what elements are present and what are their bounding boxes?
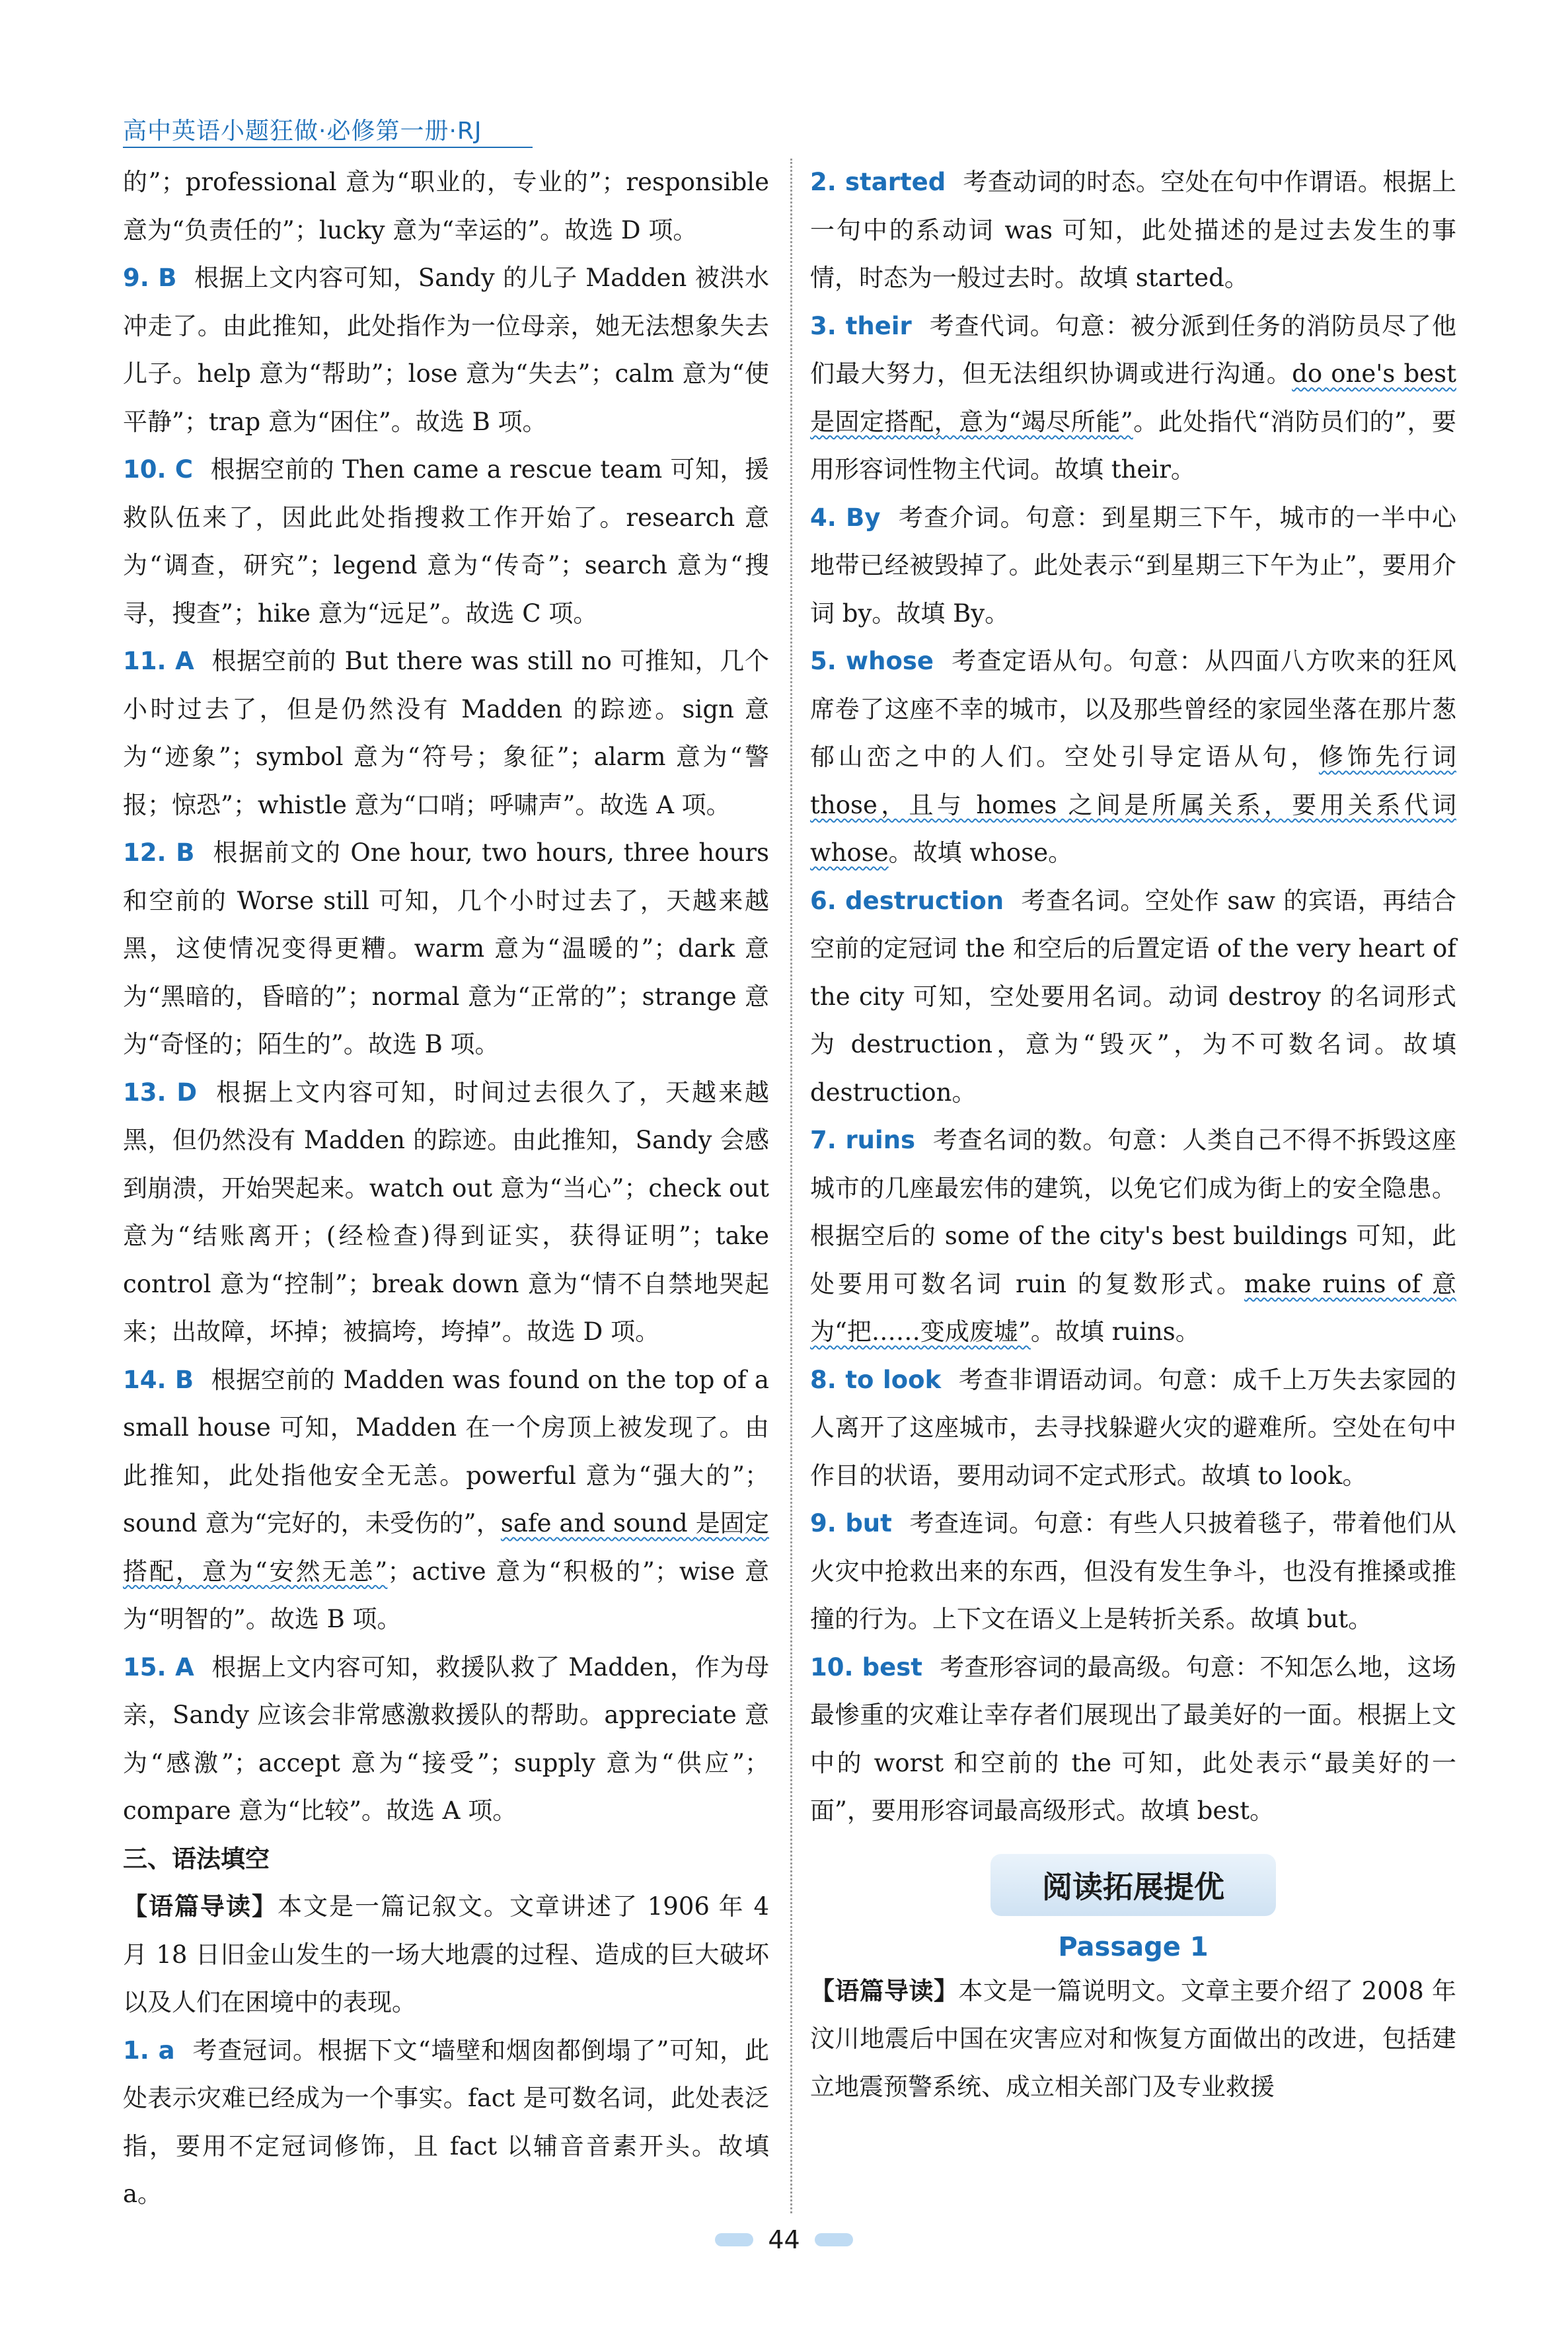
answer-item [123,1356,769,1644]
passage-guide [123,1883,769,2027]
answer-item [810,1500,1456,1644]
answer-item [123,2027,769,2219]
page-footer [0,2225,1568,2254]
section-heading: 三、语法填空 [123,1844,270,1873]
answer-number: 11. A [123,647,194,675]
decorative-bar [815,2233,853,2246]
page-number-pill [715,2225,852,2254]
passage-title: Passage 1 [1058,1931,1209,1962]
answer-item [123,638,769,829]
answer-text-tail: 。故填 whose。 [888,838,1073,867]
answer-text: 考查连词。句意：有些人只披着毯子，带着他们从火灾中抢救出来的东西，但没有发生争斗，也没有推搡或推撞的行为。上下文在语义上是转折关系。故填 but。 [810,1509,1456,1633]
answer-text: 考查定语从句。句意：从四面八方吹来的狂风席卷了这座不幸的城市，以及那些曾经的家园坐落在那片葱郁山峦之中的人们。空处引导定语从句， [810,647,1456,771]
key-phrase-underline: safe and sound 是固定搭配，意为“安然无恙” [123,1509,769,1586]
answer-item [123,1069,769,1356]
answer-number: 13. D [123,1078,198,1107]
answer-item [123,1644,769,1835]
passage-guide [810,1968,1456,2112]
answer-text: 根据前文的 One hour, two hours, three hours 和空前的 Worse still 可知，几个小时过去了，天越来越黑，这使情况变得更糟。warm 意为“温暖的”；dark 意为“黑暗的，昏暗的”；normal 意为“正常的”；strange 意为“奇怪的；陌生的”。故选 B 项。 [123,838,769,1058]
left-column [123,159,769,2219]
answer-text: 根据空前的 But there was still no 可推知，几个小时过去了，但是仍然没有 Madden 的踪迹。sign 意为“迹象”；symbol 意为“符号；象征”；alarm 意为“警报；惊恐”；whistle 意为“口哨；呼啸声”。故选 A 项。 [123,647,769,819]
answer-item [810,1117,1456,1356]
answer-text: 根据上文内容可知，时间过去很久了，天越来越黑，但仍然没有 Madden 的踪迹。由此推知，Sandy 会感到崩溃，开始哭起来。watch out 意为“当心”；check out 意为“结账离开；(经检查)得到证实，获得证明”；take control 意为“控制”；break down 意为“情不自禁地哭起来；出故障，坏掉；被搞垮，垮掉”。故选 D 项。 [123,1078,770,1346]
answer-text: 根据空前的 Then came a rescue team 可知，援救队伍来了，因此此处指搜救工作开始了。research 意为“调查，研究”；legend 意为“传奇”；search 意为“搜寻，搜查”；hike 意为“远足”。故选 C 项。 [123,455,769,628]
key-phrase-underline: do one's best 是固定搭配，意为“竭尽所能” [810,359,1456,436]
right-column [810,159,1456,2111]
answer-item [810,877,1456,1117]
book-title: 高中英语小题狂做·必修第一册·RJ [123,118,482,145]
guide-text: 本文是一篇记叙文。文章讲述了 1906 年 4 月 18 日旧金山发生的一场大地震的过程、造成的巨大破坏以及人们在困境中的表现。 [123,1892,769,2016]
answer-number: 15. A [123,1652,194,1681]
answer-text-tail: ；active 意为“积极的”；wise 意为“明智的”。故选 B 项。 [123,1557,769,1633]
answer-item [810,1356,1456,1500]
answer-text-tail: 。此处指代“消防员们的”，要用形容词性物主代词。故填 their。 [810,407,1456,484]
answer-text: 考查名词的数。句意：人类自己不得不拆毁这座城市的几座最宏伟的建筑，以免它们成为街上的安全隐患。根据空后的 some of the city's best buildings 可知，此处要用可数名词 ruin 的复数形式。 [810,1126,1456,1298]
answer-number: 1. a [123,2036,175,2065]
answer-number: 3. their [810,311,912,340]
answer-text: 根据上文内容可知，Sandy 的儿子 Madden 被洪水冲走了。由此推知，此处指作为一位母亲，她无法想象失去儿子。help 意为“帮助”；lose 意为“失去”；calm 意为“使平静”；trap 意为“困住”。故选 B 项。 [123,264,769,436]
answer-number: 14. B [123,1365,194,1394]
answer-text: 考查动词的时态。空处在句中作谓语。根据上一句中的系动词 was 可知，此处描述的是过去发生的事情，时态为一般过去时。故填 started。 [810,168,1457,292]
decorative-bar [715,2233,753,2246]
answer-item [810,638,1456,877]
answer-item [123,254,769,446]
answer-continuation: 的”；professional 意为“职业的，专业的”；responsible 意为“负责任的”；lucky 意为“幸运的”。故选 D 项。 [123,168,769,244]
header-rule [123,147,533,148]
answer-text: 根据上文内容可知，救援队救了 Madden，作为母亲，Sandy 应该会非常感激救援队的帮助。appreciate 意为“感激”；accept 意为“接受”；supply 意为“供应”；compare 意为“比较”。故选 A 项。 [123,1652,769,1825]
answer-number: 10. C [123,455,194,484]
answer-text: 考查形容词的最高级。句意：不知怎么地，这场最惨重的灾难让幸存者们展现出了最美好的一面。根据上文中的 worst 和空前的 the 可知，此处表示“最美好的一面”，要用形容词最高级形式。故填 best。 [810,1652,1457,1825]
answer-text: 考查代词。句意：被分派到任务的消防员尽了他们最大努力，但无法组织协调或进行沟通。 [810,311,1457,388]
answer-text: 考查冠词。根据下文“墙壁和烟囱都倒塌了”可知，此处表示灾难已经成为一个事实。fact 是可数名词，此处表泛指，要用不定冠词修饰，且 fact 以辅音音素开头。故填 a。 [123,2036,769,2208]
answer-text: 考查介词。句意：到星期三下午，城市的一半中心地带已经被毁掉了。此处表示“到星期三下午为止”，要用介词 by。故填 By。 [810,503,1456,628]
key-phrase-underline: make ruins of 意为“把……变成废墟” [810,1269,1456,1346]
section-banner-wrap [810,1854,1456,1916]
answer-number: 4. By [810,503,881,532]
answer-item [810,303,1456,494]
answer-number: 12. B [123,838,195,867]
answer-text: 根据空前的 Madden was found on the top of a small house 可知，Madden 在一个房顶上被发现了。由此推知，此处指他安全无恙。powerful 意为“强大的”；sound 意为“完好的，未受伤的”， [123,1365,769,1537]
answer-item [810,1644,1456,1835]
answer-text-tail: 。故填 ruins。 [1030,1317,1200,1346]
answer-number: 8. to look [810,1365,942,1394]
page-number: 44 [768,2225,800,2254]
answer-text: 考查名词。空处作 saw 的宾语，再结合空前的定冠词 the 和空后的后置定语 of the very heart of the city 可知，空处要用名词。动词 destroy 的名词形式为 destruction，意为“毁灭”，为不可数名词。故填 destruction。 [810,886,1456,1107]
guide-label: 【语篇导读】 [810,1976,959,2005]
answer-item [123,446,769,638]
guide-label: 【语篇导读】 [123,1892,278,1921]
answer-number: 9. B [123,264,177,292]
answer-number: 7. ruins [810,1126,916,1154]
key-phrase-underline: 修饰先行词 those，且与 homes 之间是所属关系，要用关系代词 whose [810,743,1457,867]
section-banner: 阅读拓展提优 [990,1854,1276,1916]
answer-item [123,829,769,1069]
answer-number: 2. started [810,168,946,196]
answer-text: 考查非谓语动词。句意：成千上万失去家园的人离开了这座城市，去寻找躲避火灾的避难所。空处在句中作目的状语，要用动词不定式形式。故填 to look。 [810,1365,1456,1490]
guide-text: 本文是一篇说明文。文章主要介绍了 2008 年汶川地震后中国在灾害应对和恢复方面做出的改进，包括建立地震预警系统、成立相关部门及专业救援 [810,1976,1456,2101]
answer-number: 9. but [810,1509,892,1537]
answer-item [810,159,1456,303]
answer-number: 5. whose [810,647,934,675]
column-divider [790,159,792,2213]
answer-number: 6. destruction [810,886,1004,915]
answer-number: 10. best [810,1652,922,1681]
answer-item [810,494,1456,638]
